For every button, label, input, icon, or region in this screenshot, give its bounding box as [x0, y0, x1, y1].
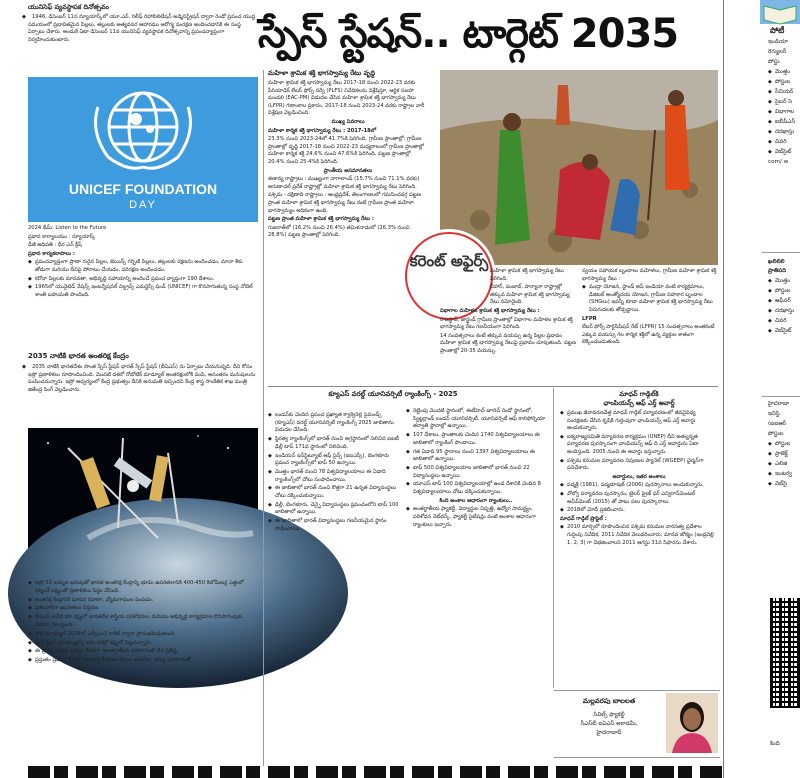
unicef-facts: [28, 225, 258, 349]
list-item: ◆ ఇండియన్ ఇన్‌స్టిట్యూట్ ఆఫ్ సైన్స్ (ఐఐఎస్సీ), బెంగళూరు ప్రపంచ ర్యాంకింగ్స్‌లో టాప్ 50 ఉన్నాయి.: [275, 453, 400, 468]
unicef-director: డీజీ అధిపతి : ధీర ఎన్ క్రీష్: [28, 242, 82, 249]
list-item: ◆ ఐక్యరాజ్యసమితి పర్యావరణ కార్యక్రమం (UNEP) దీని అత్యున్నత పర్యావరణ పురస్కారంగా ఛాంపియన్స్ ఆఫ్ ది ఎర్త్ అవార్డును ఏటా అందిస్తుంది. 2005 నుంచి ఈ అవార్డు ఇస్తున్నారు.: [567, 434, 718, 457]
author-role: సివిల్స్ ఫ్యాకల్టీ: [593, 712, 625, 718]
list-item: ◆ మొత్తం: [775, 68, 800, 77]
space-intro: ◆ 2035 నాటికి భారతదేశం సొంత స్పేస్ స్టేషన్ భారత్ స్పేస్ స్టేషన్ (బీఏఎస్) ను ఏర్పాటు చేయనున్నది. దీని కోసం ఇస్రో ప్రణాళికలు రూపొందించింది. మొదటి దశలో రోబోటిక్ మాడ్యూల్ అంతరిక్షంలోకి పంపి, అనంతరం మనుషులను పంపించనున్నారు. ఇస్రో ఆధ్వర్యంలో కేంద్ర ప్రభుత్వం దీనికి అనుమతి ఇచ్చిందని కేంద్ర శాస్త్ర సాంకేతిక శాఖ మంత్రి జితేంద్ర సింగ్ వెల్లడించారు.: [22, 364, 256, 393]
unicef-intro-text: 1946, డిసెంబర్ 11న న్యూయార్క్‌లో యూ.ఎన్. రిలీఫ్ రిహాబిలిటేషన్ అడ్మినిస్ట్రేషన్ ద్వారా రెండో ప్రపంచ యుద్ధ సమయంలో ప్రభావితమైన పిల్లలు, తల్లులకు అత్యవసర ఆహారము ఆరోగ్య సంరక్షణ అందించడానికి ఈ సంస్థ ఏర్పాటు చేశారు. అందుకే ఏటా డిసెంబర్ 11న యునిసెఫ్ వ్యవస్థాపక దినోత్సవాన్ని ప్రపంచవ్యాప్తంగా నిర్వహించుకుంటారు.: [28, 14, 256, 43]
sidebar-bottom-line: కింది: [770, 741, 780, 747]
list-item: ◆ దరఖాస్తు: [775, 307, 800, 316]
list-item: ◆ ప్రముఖ జీవావరణవేత్త మాధవ్ గాడ్గిల్ పర్యావరణంలో జీవవైవిధ్య సంరక్షణకు చేసిన కృషికి గుర్తింపుగా ఛాంపియన్స్ ఆఫ్ ఎర్త్ అవార్డు అందుకున్నారు.: [567, 410, 718, 433]
women-col-3: [582, 268, 720, 382]
list-item: ◆ సైబర్ సె: [775, 98, 800, 107]
gadgil-awards-heading: అవార్డులు, ఇతర అంశాలు: [612, 473, 666, 480]
unicef-image-caption-2: DAY: [129, 199, 157, 211]
sidebar-line: (ఐఐఆర్: [768, 421, 787, 427]
list-item: ◆ ఈ జాబితాలో భారత్ విద్యాసంస్థలు గణనీయమైన స్థానం సాధించాయి.: [275, 518, 400, 533]
list-item: ◆ స్పేస్ స్టేషన్ మాడ్యూళ్లన్నీ ఐదు దశల్లో కక్ష్యలో పెట్టనున్నారు.: [35, 640, 258, 648]
women-regional-heading: ప్రాంతీయ అసమానతలు: [323, 167, 373, 174]
author-box: [554, 690, 720, 758]
lfpr-heading: LFPR: [582, 315, 597, 322]
sidebar-line: రెగ్యులర్: [768, 49, 787, 55]
unicef-activities-heading: ప్రధాన కార్యకలాపాలు :: [28, 250, 75, 257]
sidebar-top-label: పోటీ: [770, 26, 785, 35]
list-item: ◆ 2018లో మోదీ ప్రకటించారు.: [567, 507, 718, 515]
list-item: ◆ చివరి: [775, 317, 800, 326]
list-item: ◆ సీనియర్: [775, 88, 800, 97]
unicef-hq: ప్రధాన కార్యాలయం : న్యూయార్క్: [28, 233, 96, 240]
women-workers-photo: [440, 70, 718, 265]
sidebar-corner-icon: [760, 0, 800, 24]
list-item: ◆ లండన్‌కు చెందిన ప్రపంచ ప్రఖ్యాత క్వాక్వెరెల్లి సైమండ్స్ (క్యూఎస్) వరల్డ్ యూనివర్సిటీ ర్యాంకింగ్స్ 2025 జాబితాను విడుదల చేసింది.: [275, 412, 400, 435]
list-item: ◆ గత ఏడాది 95 స్థానాలు నుంచి 1397 విశ్వవిద్యాలయాలు ఈ జాబితాలో ఉన్నాయి.: [413, 449, 546, 464]
unicef-theme: 2024 థీమ్: Listen to the Future: [28, 225, 107, 231]
list-item: ◆ యూఎస్ టాప్ 100 విశ్వవిద్యాలయాల్లో ఉండ దేశానికి చెందిన 8 విశ్వవిద్యాలయాలు చోటు దక్కించుకున్నాయి.: [413, 481, 546, 496]
women-rate-heading: మహిళా కార్మిక శక్తి భాగస్వామ్య రేటు : 2017-18లో: [268, 127, 377, 134]
sidebar-section-3: [768, 400, 800, 590]
unicef-intro: ◆ 1946, డిసెంబర్ 11న న్యూయార్క్‌లో యూ.ఎన్. రిలీఫ్ రిహాబిలిటేషన్ అడ్మినిస్ట్రేషన్ ద్వారా రెండో ప్రపంచ యుద్ధ సమయంలో ప్రభావితమైన పిల్లలు, తల్లులకు అత్యవసర ఆహారము ఆరోగ్య సంరక్షణ అందించడానికి ఈ సంస్థ ఏర్పాటు చేశారు. అందుకే ఏటా డిసెంబర్ 11న యునిసెఫ్ వ్యవస్థాపక దినోత్సవాన్ని ప్రపంచవ్యాప్తంగా నిర్వహించుకుంటారు.: [22, 14, 256, 43]
qs-heading: క్యూఎస్ వరల్డ్ యూనివర్సిటీ ర్యాంకింగ్స్ - 2025: [328, 390, 458, 398]
women-col2-a: మహిళా శ్రామిక శక్తి భాగస్వామ్య రేటు పెరిగింది.: [490, 268, 564, 282]
women-heading: మహిళా శ్రామిక శక్తి భాగస్వామ్య రేటు వృద్ధి: [268, 69, 376, 77]
sidebar-line: పోస్టు: [768, 59, 780, 65]
women-col-2: [440, 268, 578, 382]
list-item: ◆ టాప్ 500 విశ్వవిద్యాలయాల జాబితాలో భారత్ నుంచి 22 విద్యాసంస్థలు ఉన్నాయి.: [413, 465, 546, 480]
list-item: ◆ ప్రస్తుతం ప్రపంచ దేశాల్లో అంతరిక్ష కేంద్రాలు కేవలం అమెరికా, రష్యా సహకారంతో.: [35, 657, 258, 665]
sidebar-line: పోస్టుల: [768, 431, 784, 437]
women-urban-heading: పట్టణ ప్రాంత మహిళా శ్రామిక శక్తి భాగస్వామ్య రేటు :: [268, 216, 374, 223]
list-item: ◆ 107 దేశాలు, ప్రాంతాలకు చెందిన 1740 విశ్వవిద్యాలయాలు ఈ జాబితాలో ర్యాంకింగ్ పొందాయి.: [413, 432, 546, 447]
list-item: ◆ ముద్రా యోజన, స్టాండ్ అప్ ఇండియా వంటి కార్యక్రమాలు, డిజిటల్ అంత్యోదయ యోజన, గ్రామీణ సహకార బృందాల (SHGలు) ఇవన్నీ కూడా మహిళా శ్రామిక శక్తి భాగస్వామ్య రేటు పెరుగుదలకు తోడ్పడ్డాయి.: [589, 284, 720, 314]
list-item: ◆ అంతరిక్ష కేంద్రానికి మానవ రవాణా, వ్యోమగాముల పంపడం.: [35, 597, 258, 605]
gadgil-heading-2: ఛాంపియన్స్ ఆఫ్ ఎర్త్ అవార్డ్: [603, 398, 675, 407]
list-item: ◆ ఆఫీసర్: [775, 297, 800, 306]
list-item: ◆ 1965లో యునైటెడ్ నేషన్స్ ఇంటర్నేషనల్ చిల్డ్రన్స్ ఎమర్జెన్సీ ఫండ్ (UNICEF) గా కొనసాగుతున్న సంస్థ నోబెల్ శాంతి బహుమతి పొందింది.: [35, 284, 258, 299]
list-item: ◆ మొత్తం: [775, 277, 800, 286]
space-intro-text: 2035 నాటికి భారతదేశం సొంత స్పేస్ స్టేషన్ భారత్ స్పేస్ స్టేషన్ (బీఏఎస్) ను ఏర్పాటు చేయనున్నది. దీని కోసం ఇస్రో ప్రణాళికలు రూపొందించింది. మొదటి దశలో రోబోటిక్ మాడ్యూల్ అంతరిక్షంలోకి పంపి, అనంతరం మనుషులను పంపించనున్నారు. ఇస్రో ఆధ్వర్యంలో కేంద్ర ప్రభుత్వం దీనికి అనుమతి ఇచ్చిందని కేంద్ర శాస్త్ర సాంకేతిక శాఖ మంత్రి జితేంద్ర సింగ్ వెల్లడించారు.: [28, 364, 256, 393]
qs-sub-heading: కింది అంశాల ఆధారంగా ర్యాంకులు..: [439, 497, 513, 504]
lfpr-text: లేబర్ ఫోర్స్ పార్టిసిపేషన్ రేట్ (LFPR) 15 సంవత్సరాలు అంతకంటే ఎక్కువ వయస్సు గల కార్మిక శక్తిలో ఉన్న వ్యక్తుల శాతంగా లెక్కించబడుతుంది.: [582, 324, 715, 346]
author-city: హైదరాబాద్: [596, 730, 622, 736]
book-icon: [760, 0, 800, 24]
list-item: ◆ స్థిరత్వ ర్యాంకింగ్స్‌లో భారత్ నుంచి అగ్రస్థానంలో నిలిచిన ఐఐటీ ఢిల్లీ టాప్ 171వ స్థానంలో నిలిచింది.: [275, 436, 400, 451]
list-item: ◆ చివరి: [775, 138, 800, 147]
author-org: సీఎస్‌బీ ఐఏఎస్ అకాడమీ,: [580, 721, 638, 727]
list-item: ◆ బీఏఎస్ అనేది భూ కక్ష్యలో భారతదేశ శాస్త్రీయ పరిశోధనలు మరియు అభివృద్ధి కార్యక్రమాల కొనసాగింపుకు వేదికగా నిలుస్తుంది.: [35, 614, 258, 630]
women-rate-text: 23.3% నుంచి 2023-24లో 41.7%కి పెరిగింది. గ్రామీణ ప్రాంతాల్లో: గ్రామీణ ప్రాంతాల్లో వృద్ధి 2017-18 నుంచి 2022-23 మధ్యకాలంలో గ్రామీణ ప్రాంతాల్లో మహిళా కార్మిక శక్తి 24.6% నుంచి 47.6%కి పెరిగింది, పట్టణ ప్రాంతాల్లో 20.4% నుంచి 25.4%కి పెరిగింది.: [268, 136, 425, 165]
author-name: మల్లవరపు బాలలత: [582, 697, 636, 705]
list-item: ◆ రెట్టింపు మొదటి స్థానంలో, ఈటీహెచ్ జూరిచ్ రెండో స్థానంలో, స్విట్జర్లాండ్ లండన్ యూనివర్సిటీ, యూనివర్సిటీ ఆఫ్ కాలిఫోర్నియా తర్వాతి స్థానాల్లో ఉన్నాయి.: [413, 408, 546, 431]
gadgil-profile-heading: మాధవ్ గాడ్గిల్ ప్రొఫైల్ :: [560, 515, 607, 522]
list-item: ◆ ఐబీపీఎస్: [775, 118, 800, 127]
list-item: ◆ ఇంటర్వ: [775, 470, 800, 479]
space-heading: 2035 నాటికి భారత అంతరిక్ష కేంద్రం: [28, 352, 129, 360]
list-item: ◆ దశలవారీగా ఉపరితలం విస్తరణ.: [35, 605, 258, 613]
qr-code[interactable]: [770, 598, 800, 708]
list-item: ◆ పోస్టుల: [775, 440, 800, 449]
list-item: ◆ అంతర్జాతీయ ఫ్యాకల్టీ, విద్యార్థుల నిష్పత్తి, ఉద్యోగ సామర్థ్యం, పరిశోధన నెట్‌వర్క్, ఫ్యాకల్టీ సైటేషన్లు వంటి అంశాల ఆధారంగా ర్యాంకులు ఇచ్చారు.: [413, 506, 546, 529]
list-item: ◆ పోస్టుల: [775, 287, 800, 296]
list-item: ◆ ఇస్రో 52 టన్నుల బరువుతో భారత అంతరిక్ష కేంద్రాన్ని భూమి ఉపరితలానికి 400-450 కిలోమీటర్ల ఎత్తులో నిర్మించే లక్ష్యంతో ప్రణాళికలు సిద్ధం చేసింది.: [35, 580, 258, 596]
qs-col-1: [268, 412, 400, 774]
unicef-image-caption: UNICEF FOUNDATION: [68, 181, 218, 197]
women-col2-low-text: రాజస్థాన్, జార్ఖండ్ గ్రామీణ ప్రాంతాల్లో విభాగాల మహిళల శ్రామిక శక్తి భాగస్వామ్య రేటు గణనీయంగా పెరిగింది.: [440, 316, 573, 331]
sidebar-line: ఇండియా: [768, 39, 788, 45]
list-item: ◆ పోస్టుల: [775, 78, 800, 87]
list-item: ◆ 2010 మార్చిలో రూపొందించిన పశ్చిమ కనుమల వారసత్వ ప్రదేశాల గుర్తింపు నివేదిక, 2011 నివేదిక వెలువరించారు. మానవ జోక్యం (ఇంద్రవెల్లి 1, 2, 3) గా విభజించాలని 2011 ఆగస్టు 31న సిఫారసు చేశారు.: [567, 524, 718, 547]
unicef-image: [28, 77, 258, 222]
women-col3-text: స్వయం సహాయక బృందాలు మహిళలు, గ్రామీణ మహిళా శ్రామిక శక్తి భాగస్వామ్య రేటు :: [582, 268, 717, 282]
list-item: ◆ ప్రాజెక్ట్: [775, 450, 800, 459]
list-item: ◆ ఈ ప్రాజెక్ట్ ఇస్రోకు ప్రత్యేక వేదికగా, అంతర్జాతీయ సహకారంతో దేశ ప్రతిష్ట.: [35, 648, 258, 656]
list-item: ◆ ఢిల్లీ, బెంగళూరు, చెన్నై విద్యాసంస్థలు ప్రపంచంలోని టాప్ 100 జాబితాలో ఉన్నాయి.: [275, 502, 400, 517]
gadgil-heading: [560, 390, 718, 407]
women-col2-b: బీహార్, పంజాబ్, హర్యానా రాష్ట్రాల్లో తక్కువ మహిళా శ్రామిక శక్తి భాగస్వామ్య రేటు నమోదైంది.: [490, 284, 570, 306]
women-regional-text: ఈశాన్య రాష్ట్రాలు : ముఖ్యంగా నాగాలాండ్ (15.7% నుంచి 71.1% వరకు) అరుణాచల్ ప్రదేశ్ రాష్ట్రాల్లో మహిళా శ్రామిక శక్తి భాగస్వామ్య రేటు పెరిగింది.: [268, 176, 420, 190]
list-item: ◆ పశ్చిమ కనుమల పర్యావరణ నిపుణుల ప్యానెల్ (WGEEP) ఛైర్మన్‌గా పనిచేశారు.: [567, 458, 718, 473]
sidebar-section2-title: ఖలిలిలి ప్రాతిపది: [768, 259, 787, 274]
avatar: [666, 693, 718, 753]
list-item: ◆ మొత్తం భారత్ నుంచి 78 విశ్వవిద్యాలయాలు ఈ ఏడాది ర్యాంకింగ్స్‌లో చోటు సంపాదించాయి.: [275, 469, 400, 484]
list-item: ◆ వెబ్‌సైట్: [775, 148, 800, 157]
current-affairs-label: కరెంట్ అఫైర్స్: [409, 252, 489, 270]
list-item: ◆ వోల్వో పర్యావరణ పురస్కారం, టైలర్ ప్రైజ్ ఫర్ ఎన్విరాన్‌మెంటల్ అచీవ్‌మెంట్ (2015) తో పాటు పలు పురస్కారాలు.: [567, 491, 718, 506]
list-item: ◆ కరోనా పిల్లలకు మానవతా, అభివృద్ధి సహాయాన్ని అందించే ప్రపంచ వ్యాప్తంగా 190 దేశాలు.: [35, 276, 258, 284]
women-urban-text: గుజరాత్‌లో (16.2% నుంచి 26.4%) తమిళనాడులో (26.3% నుంచి 28.8%) పట్టణ ప్రాంతాల్లో పెరిగింది.: [268, 224, 410, 239]
masthead-title: స్పేస్ స్టేషన్.. టార్గెట్ 2035: [258, 11, 679, 57]
list-item: ◆ వెబ్‌సైట్: [775, 327, 800, 336]
list-item: ◆ ప్రపంచవ్యాప్తంగా ప్రాణా గురైన పిల్లల, జెయిన్స్ గర్భిణి పిల్లలు, తల్లులకు రక్షణను అందించడం, మానా శీకు తోడుగా మరియు దీనిపై పోరాటం చేయడం, పరిరక్షణ అందించడం.: [35, 259, 258, 274]
sidebar-line: హైదరాబా: [768, 401, 789, 407]
workers-field-icon: [440, 70, 718, 265]
qs-col-2: [406, 408, 546, 774]
sidebar-section-1: [768, 38, 800, 248]
author-photo-icon: [666, 693, 718, 753]
list-item: ◆ పద్మశ్రీ (1981), పద్మభూషణ్ (2006) పురస్కారాలు అందుకున్నారు.: [567, 482, 718, 490]
unicef-heading: యునిసెఫ్ వ్యవస్థాపక దినోత్సవం: [28, 3, 109, 11]
next-article-strip: [28, 766, 723, 778]
women-sub-heading: ముఖ్య వివరాలు: [331, 118, 365, 125]
list-item: ◆ వెబ్‌సై: [775, 480, 800, 489]
sidebar-line: com/ w: [768, 159, 789, 165]
sidebar-line: ఇనిస్టి: [768, 411, 780, 417]
space-points: [28, 580, 258, 775]
gadgil-body: [560, 410, 718, 688]
space-station-image: [28, 428, 258, 578]
list-item: ◆ ఈ జాబితాలో భారత్ నుంచి కొత్తగా 21 ఉన్నత విద్యాసంస్థలు చోటు దక్కించుకున్నాయి.: [275, 485, 400, 500]
women-col2-low-point: 14 సంవత్సరాలు కంటే తక్కువ వయస్సు ఉన్న పిల్లల ప్రభావం మహిళా శ్రామిక శక్తి భాగస్వామ్య రేటుపై ప్రభావం చూపుతుంది. పట్టణ ప్రాంతాల్లో 20-35 వయస్సు.: [440, 332, 577, 354]
gadgil-heading-1: మాధవ్ గాడ్గిల్‌కి: [619, 390, 659, 398]
list-item: ◆ విభాగాల: [775, 108, 800, 117]
women-col2-low-heading: విభాగాల మహిళల శ్రామిక శక్తి భాగస్వామ్య రేటు :: [440, 307, 540, 314]
list-item: ◆ తొలి మాడ్యూల్ 2028లో ఎల్వీఎం3 రాకెట్ ద్వారా ప్రారంభమవుతుంది.: [35, 631, 258, 639]
women-south-text: పశ్చిమ - దక్షిణాది రాష్ట్రాలు : ఆంధ్రప్రదేశ్, తెలంగాణలలో గమనించదగ్గ పట్టణ ప్రాంత మహిళా శ్రామిక శక్తి భాగస్వామ్య రేటు కంటే గ్రామీణ ప్రాంత మహిళా భాగస్వామ్యం అధికంగా ఉంది.: [268, 192, 422, 214]
women-col-1: [268, 80, 428, 370]
list-item: ◆ ఎలిజి: [775, 460, 800, 469]
list-item: ◆ దరఖాస్తు: [775, 128, 800, 137]
sidebar-section-2: [768, 258, 800, 398]
women-intro: మహిళా శ్రామిక శక్తి భాగస్వామ్య రేటు 2017-18 నుంచి 2022-23 వరకు పీరియాడిక్ లేబర్ ఫోర్స్ సర్వే (PLFS) నివేదికలను విశ్లేషిస్తూ, ఆర్థిక సలహా మండలి (EAC-PM) విడుదల చేసిన మహిళా శ్రామిక శక్తి భాగస్వామ్య రేటు (LFPR) గణాంకాల ప్రకారం, 2017-18 నుంచి 2023-24 వరకు రాష్ట్రాల వారీ విశ్లేషణ వెల్లడించింది.: [268, 80, 425, 117]
space-station-icon: [28, 428, 258, 578]
